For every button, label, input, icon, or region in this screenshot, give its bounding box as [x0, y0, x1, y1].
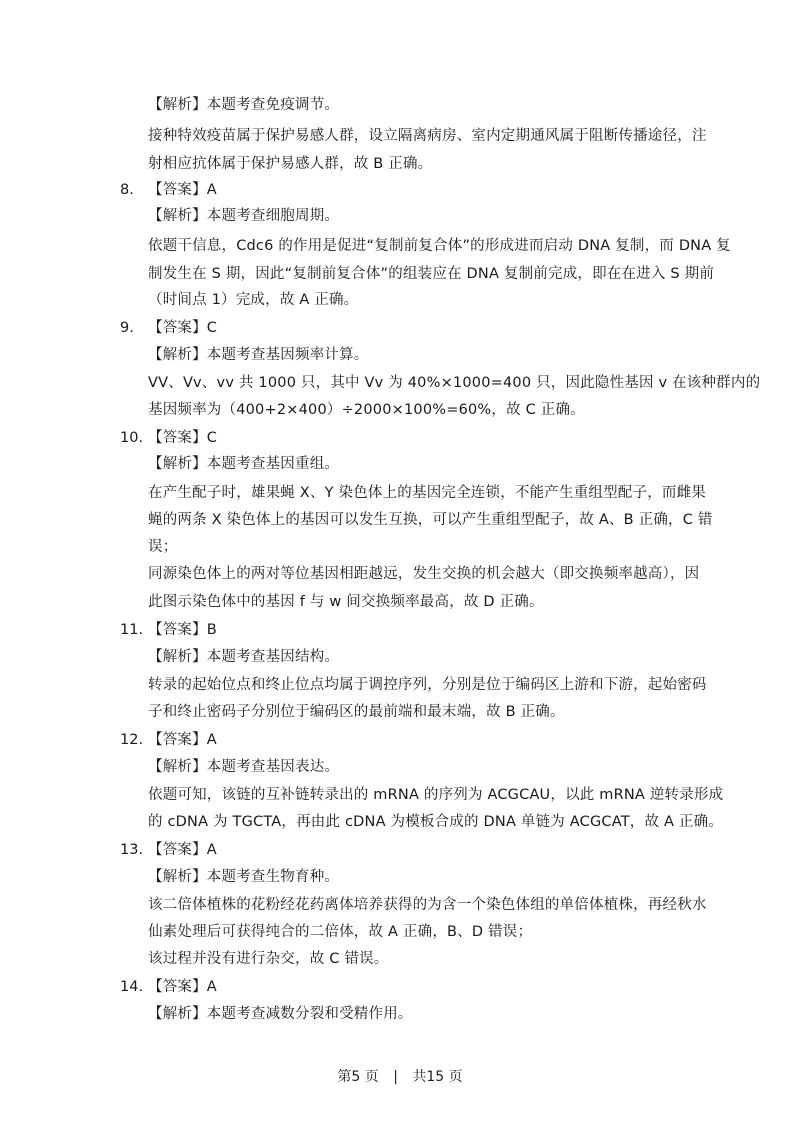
analysis-text-line: 依题干信息，Cdc6 的作用是促进“复制前复合体”的形成进而启动 DNA 复制，而 DNA 复 — [148, 238, 731, 254]
analysis-text-line: 蝇的两条 X 染色体上的基因可以发生互换，可以产生重组型配子，故 A、B 正确，C 错 — [148, 512, 713, 528]
question-number: 11. — [120, 622, 144, 638]
answer-line: 【答案】A — [148, 979, 217, 995]
total-pages: 共15 页 — [412, 1069, 463, 1085]
analysis-line: 【解析】本题考查基因表达。 — [148, 759, 340, 775]
analysis-text-line: 依题可知，该链的互补链转录出的 mRNA 的序列为 ACGCAU，以此 mRNA 逆转录形成 — [148, 787, 724, 803]
question-number: 9. — [120, 320, 134, 336]
answer-line: 【答案】C — [148, 320, 218, 336]
question-number: 8. — [120, 182, 134, 198]
analysis-text-line: 误； — [148, 539, 178, 555]
analysis-text-line: 在产生配子时，雄果蝇 X、Y 染色体上的基因完全连锁，不能产生重组型配子，而雌果 — [148, 485, 707, 501]
question-number: 13. — [120, 842, 144, 858]
answer-line: 【答案】C — [148, 430, 218, 446]
analysis-text-line: 的 cDNA 为 TGCTA，再由此 cDNA 为模板合成的 DNA 单链为 ACGCAT，故 A 正确。 — [148, 814, 724, 830]
page-footer — [0, 1067, 800, 1087]
page-number: 第5 页 — [337, 1069, 379, 1085]
analysis-text-line: 转录的起始位点和终止位点均属于调控序列，分别是位于编码区上游和下游，起始密码 — [148, 677, 707, 693]
analysis-text-line: （时间点 1）完成，故 A 正确。 — [148, 292, 359, 308]
analysis-text-line: 子和终止密码子分别位于编码区的最前端和最末端，故 B 正确。 — [148, 704, 565, 720]
analysis-line: 【解析】本题考查基因结构。 — [148, 649, 340, 665]
analysis-text-line: 制发生在 S 期，因此“复制前复合体”的组装应在 DNA 复制前完成，即在在进入 S 期前 — [148, 266, 715, 282]
answer-line: 【答案】A — [148, 182, 217, 198]
answer-line: 【答案】A — [148, 732, 217, 748]
analysis-text-line: 基因频率为（400+2×400）÷2000×100%=60%，故 C 正确。 — [148, 402, 585, 418]
analysis-text-line: 接种特效疫苗属于保护易感人群，设立隔离病房、室内定期通风属于阻断传播途径，注 — [148, 128, 707, 144]
analysis-line: 【解析】本题考查免疫调节。 — [148, 97, 340, 113]
analysis-text-line: 仙素处理后可获得纯合的二倍体，故 A 正确，B、D 错误； — [148, 924, 533, 940]
answer-line: 【答案】A — [148, 842, 217, 858]
question-number: 14. — [120, 979, 144, 995]
footer-separator: | — [393, 1069, 398, 1085]
question-number: 12. — [120, 732, 144, 748]
analysis-text-line: 同源染色体上的两对等位基因相距越远，发生交换的机会越大（即交换频率越高），因 — [148, 566, 700, 582]
analysis-text-line: 此图示染色体中的基因 f 与 w 间交换频率最高，故 D 正确。 — [148, 594, 544, 610]
analysis-line: 【解析】本题考查细胞周期。 — [148, 208, 340, 224]
analysis-text-line: 该过程并没有进行杂交，故 C 错误。 — [148, 951, 389, 967]
answer-line: 【答案】B — [148, 622, 217, 638]
analysis-text-line: 射相应抗体属于保护易感人群，故 B 正确。 — [148, 156, 433, 172]
question-number: 10. — [120, 430, 144, 446]
analysis-text-line: 该二倍体植株的花粉经花药离体培养获得的为含一个染色体组的单倍体植株，再经秋水 — [148, 897, 707, 913]
analysis-text-line: VV、Vv、vv 共 1000 只，其中 Vv 为 40%×1000=400 只，因此隐性基因 v 在该种群内的 — [148, 375, 761, 391]
analysis-line: 【解析】本题考查生物育种。 — [148, 869, 340, 885]
analysis-line: 【解析】本题考查基因频率计算。 — [148, 347, 369, 363]
analysis-line: 【解析】本题考查基因重组。 — [148, 456, 340, 472]
analysis-line: 【解析】本题考查减数分裂和受精作用。 — [148, 1006, 413, 1022]
